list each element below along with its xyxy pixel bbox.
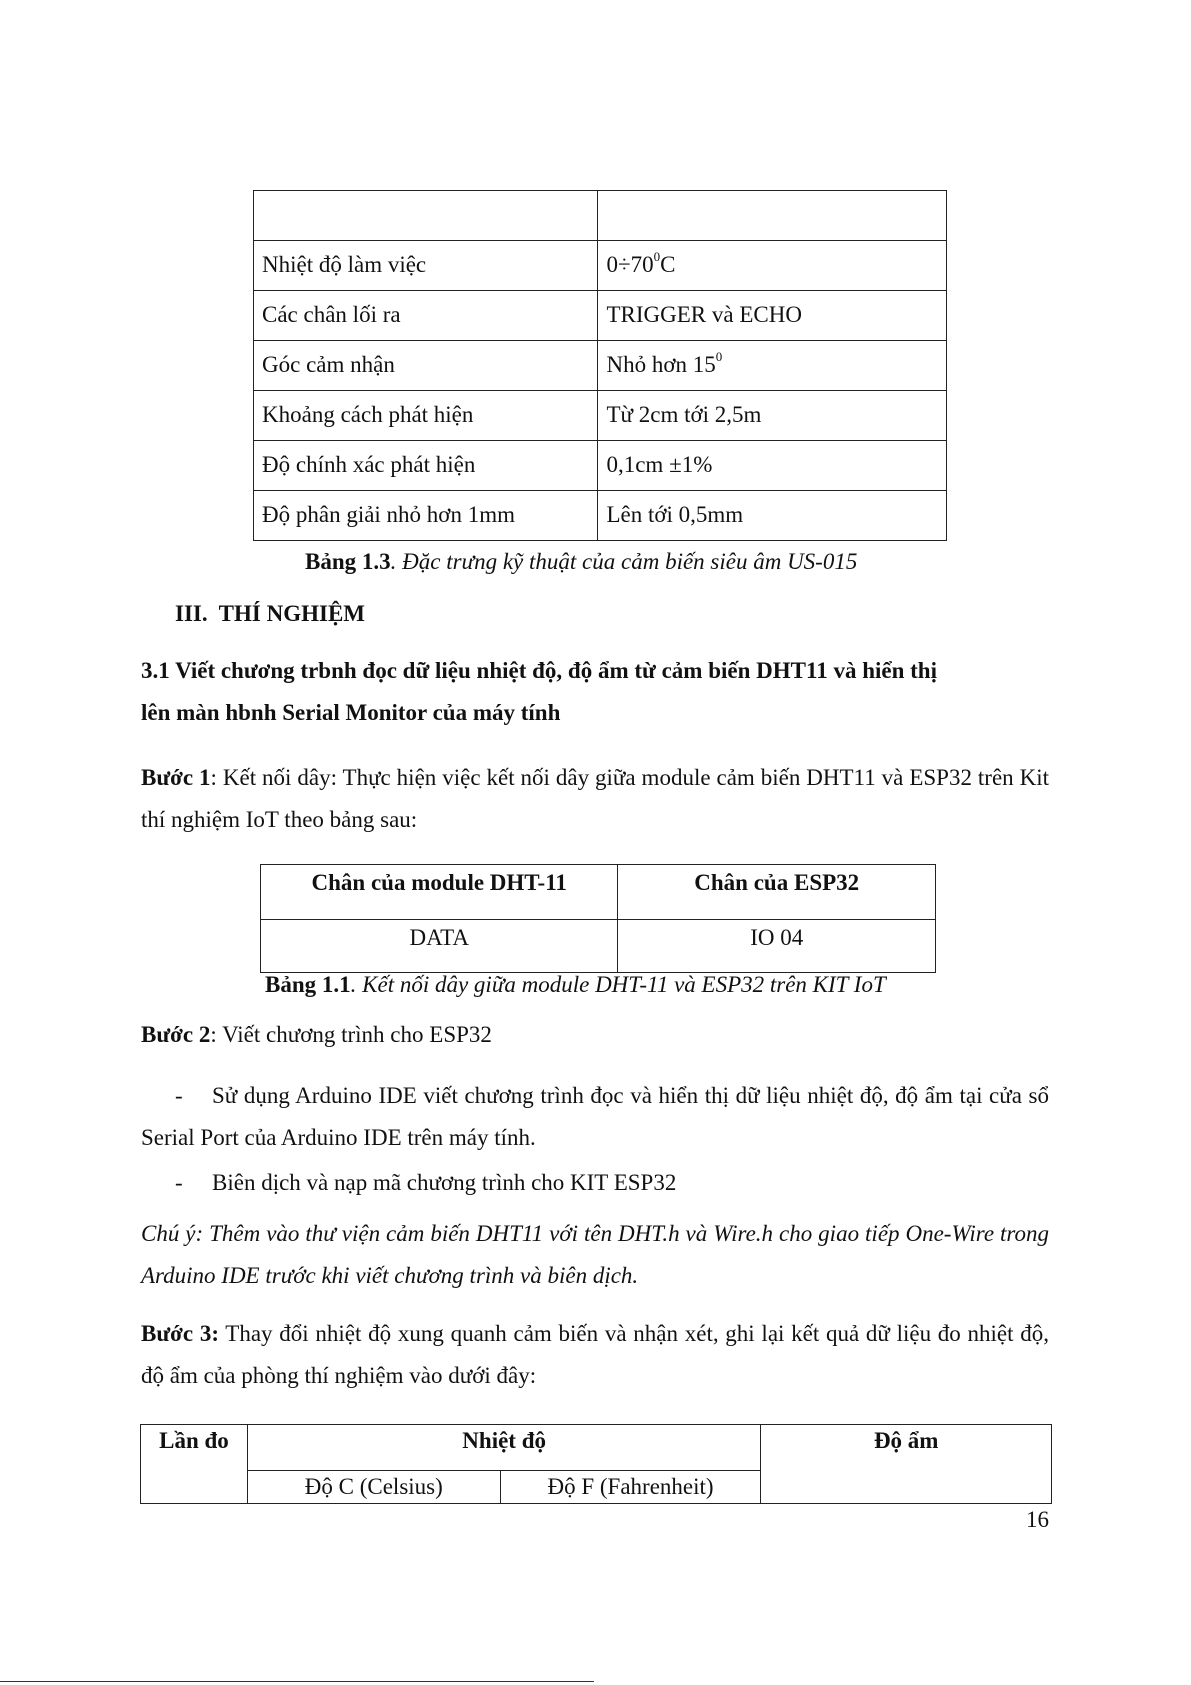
spec-table: [253, 190, 947, 541]
table-row: [254, 241, 947, 291]
spec-value: [598, 191, 947, 241]
spec-param: Các chân lối ra: [254, 291, 598, 341]
step2-bullet-1: - Sử dụng Arduino IDE viết chương trình đọc và hiển thị dữ liệu nhiệt độ, độ ẩm tại cửa sổ Serial Port của Arduino IDE trên máy tính.: [141, 1075, 1049, 1159]
step2-heading: Bước 2: Viết chương trình cho ESP32: [141, 1022, 492, 1047]
spec-value: Lên tới 0,5mm: [598, 491, 947, 541]
section-heading: III. THÍ NGHIỆM: [175, 601, 366, 626]
table-row: [254, 291, 947, 341]
page-number: 16: [1026, 1507, 1049, 1532]
pin-table-header: Chân của ESP32: [618, 865, 936, 920]
table-row: [254, 441, 947, 491]
spec-table-caption: Bảng 1.3. Đặc trưng kỹ thuật của cảm biến siêu âm US-015: [305, 549, 858, 574]
col-temperature: Nhiệt độ: [247, 1425, 761, 1471]
pin-table: [260, 864, 936, 973]
spec-param: Góc cảm nhận: [254, 341, 598, 391]
col-times: Lần đo: [141, 1425, 248, 1504]
spec-param: Nhiệt độ làm việc: [254, 241, 598, 291]
footer-divider: [0, 1681, 594, 1682]
spec-value: Nhỏ hơn $15^0$: [598, 341, 947, 391]
result-table: [140, 1424, 1052, 1504]
bullet-marker: -: [175, 1083, 183, 1108]
col-fahrenheit: Độ F (Fahrenheit): [500, 1471, 761, 1504]
table-row: [254, 491, 947, 541]
spec-param: Độ phân giải nhỏ hơn 1mm: [254, 491, 598, 541]
step3-paragraph: Bước 3: Thay đổi nhiệt độ xung quanh cảm biến và nhận xét, ghi lại kết quả dữ liệu đo nhiệt độ, độ ẩm của phòng thí nghiệm vào dưới đây:: [141, 1321, 1050, 1388]
spec-param: Khoảng cách phát hiện: [254, 391, 598, 441]
spec-value: 0,1cm ±1%: [598, 441, 947, 491]
spec-value: TRIGGER và ECHO: [598, 291, 947, 341]
table-row: [261, 865, 936, 920]
table-row: [261, 920, 936, 973]
bullet-marker: -: [175, 1170, 183, 1195]
pin-table-cell: IO 04: [618, 920, 936, 973]
spec-value: $0\div 70^0C$: [598, 241, 947, 291]
spec-param: [254, 191, 598, 241]
table-row: [141, 1425, 1052, 1471]
table-row: [254, 341, 947, 391]
note-paragraph: Chú ý: Thêm vào thư viện cảm biến DHT11 với tên DHT.h và Wire.h cho giao tiếp One-Wire trong Arduino IDE trước khi viết chương trình và biên dịch.: [141, 1221, 1049, 1288]
col-celsius: Độ C (Celsius): [247, 1471, 500, 1504]
pin-table-caption: Bảng 1.1. Kết nối dây giữa module DHT-11 và ESP32 trên KIT IoT: [265, 972, 886, 997]
pin-table-cell: DATA: [261, 920, 618, 973]
pin-table-header: Chân của module DHT-11: [261, 865, 618, 920]
subsection-heading: 3.1 Viết chương trbnh đọc dữ liệu nhiệt độ, độ ẩm từ cảm biến DHT11 và hiển thị lên màn hbnh Serial Monitor của máy tính: [141, 658, 937, 725]
step2-bullet-2: - Biên dịch và nạp mã chương trình cho KIT ESP32: [141, 1162, 1049, 1204]
col-humidity: Độ ẩm: [761, 1425, 1052, 1504]
table-row: [254, 191, 947, 241]
table-row: [254, 391, 947, 441]
spec-value: Từ 2cm tới 2,5m: [598, 391, 947, 441]
step1-paragraph: Bước 1: Kết nối dây: Thực hiện việc kết nối dây giữa module cảm biến DHT11 và ESP32 trên Kit thí nghiệm IoT theo bảng sau:: [141, 765, 1049, 832]
spec-param: Độ chính xác phát hiện: [254, 441, 598, 491]
